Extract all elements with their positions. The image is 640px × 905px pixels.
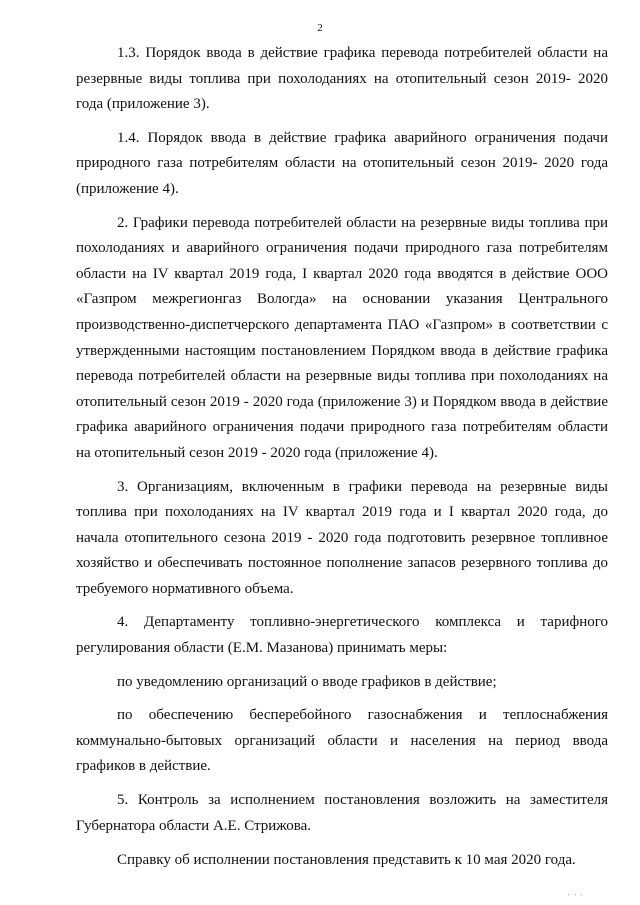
paragraph-3: 3. Организациям, включенным в графики перевода на резервные виды топлива при похолоданиях на IV квартал 2019 года и I квартал 2020 года, до начала отопительного сезона 2019 - 2020 года подготовить резервное топливное хозяйство и обеспечивать постоянное пополнение запасов резервного топлива до требуемого нормативного объема. xyxy=(76,478,608,597)
paragraph-4-item-supply: по обеспечению бесперебойного газоснабжения и теплоснабжения коммунально-бытовых организаций области и населения на период ввода графиков в действие. xyxy=(76,707,608,775)
paragraph-4: 4. Департаменту топливно-энергетического комплекса и тарифного регулирования области (Е.М. Мазанова) принимать меры: xyxy=(76,614,608,657)
scan-artifact-marks: ' ' ' xyxy=(568,894,585,900)
paragraph-2: 2. Графики перевода потребителей области на резервные виды топлива при похолоданиях и аварийного ограничения подачи природного газа потребителям области на IV квартал 2019 года, I квартал 2020 года вводятся в действие ООО «Газпром межрегионгаз Вологда» на основании указания Центрального производственно-диспетчерского департамента ПАО «Газпром» в соответствии с утвержденными настоящим постановлением Порядком ввода в действие графика перевода потребителей области на резервные виды топлива при похолоданиях на отопительный сезон 2019 - 2020 года (приложение 3) и Порядком ввода в действие графика аварийного ограничения подачи природного газа потребителям области на отопительный сезон 2019 - 2020 года (приложение 4). xyxy=(76,214,608,461)
paragraph-report: Справку об исполнении постановления представить к 10 мая 2020 года. xyxy=(117,852,576,869)
paragraph-1-3: 1.3. Порядок ввода в действие графика перевода потребителей области на резервные виды топлива при похолоданиях на отопительный сезон 2019- 2020 года (приложение 3). xyxy=(76,45,608,113)
paragraph-5: 5. Контроль за исполнением постановления возложить на заместителя Губернатора области А.Е. Стрижова. xyxy=(76,792,608,834)
paragraph-4-item-notify: по уведомлению организаций о вводе графиков в действие; xyxy=(117,673,497,690)
paragraph-1-4: 1.4. Порядок ввода в действие графика аварийного ограничения подачи природного газа потребителям области на отопительный сезон 2019- 2020 года (приложение 4). xyxy=(76,129,608,197)
page-number: 2 xyxy=(317,22,323,34)
document-body xyxy=(76,41,608,882)
